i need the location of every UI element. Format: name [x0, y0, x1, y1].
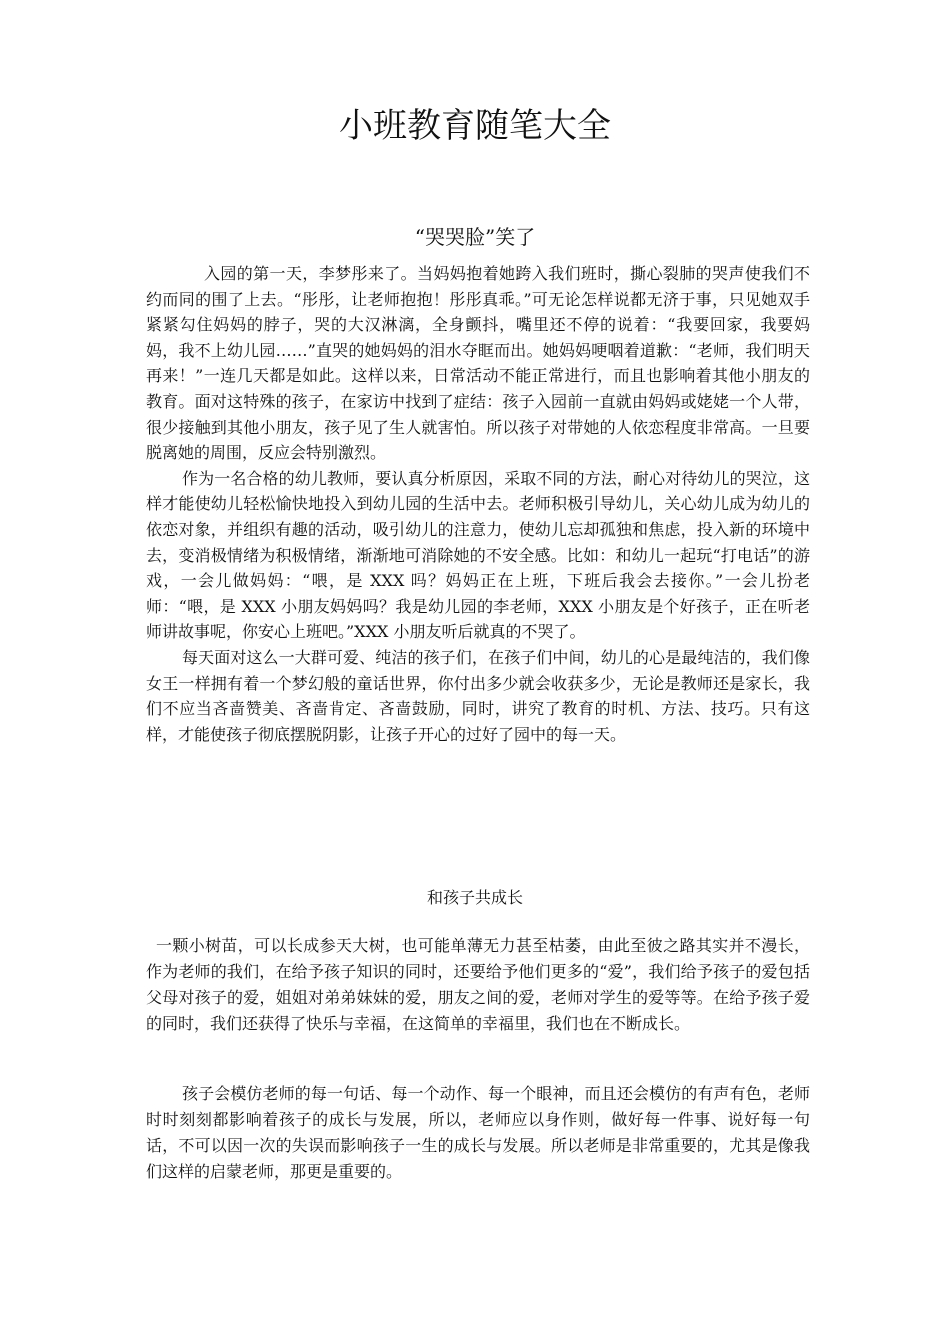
paragraph: 作为一名合格的幼儿教师，要认真分析原因，采取不同的方法，耐心对待幼儿的哭泣，这样才能使幼儿轻松愉快地投入到幼儿园的生活中去。老师积极引导幼儿，关心幼儿成为幼儿的依恋对象，并组织有趣的活动，吸引幼儿的注意力，使幼儿忘却孤独和焦虑，投入新的环境中去，变消极情绪为积极情绪，渐渐地可消除她的不安全感。比如：和幼儿一起玩“打电话”的游戏，一会儿做妈妈：“喂，是 XXX 吗？妈妈正在上班，下班后我会去接你。”一会儿扮老师：“喂，是 XXX 小朋友妈妈吗？我是幼儿园的李老师，XXX 小朋友是个好孩子，正在听老师讲故事呢，你安心上班吧。”XXX 小朋友听后就真的不哭了。 [146, 468, 810, 642]
section-title-crying-face: “哭哭脸”笑了 [414, 225, 536, 249]
paragraph: 入园的第一天，李梦彤来了。当妈妈抱着她跨入我们班时，撕心裂肺的哭声使我们不约而同的围了上去。“彤彤，让老师抱抱！彤彤真乖。”可无论怎样说都无济于事，只见她双手紧紧勾住妈妈的脖子，哭的大汉淋漓，全身颤抖，嘴里还不停的说着：“我要回家，我要妈妈，我不上幼儿园……”直哭的她妈妈的泪水夺眶而出。她妈妈哽咽着道歉：“老师，我们明天再来！”一连几天都是如此。这样以来，日常活动不能正常进行，而且也影响着其他小朋友的教育。面对这特殊的孩子，在家访中找到了症结：孩子入园前一直就由妈妈或姥姥一个人带，很少接触到其他小朋友，孩子见了生人就害怕。所以孩子对带她的人依恋程度非常高。一旦要脱离她的周围，反应会特别激烈。 [146, 264, 810, 463]
document-title: 小班教育随笔大全 [339, 106, 611, 146]
section-title-grow-together: 和孩子共成长 [426, 888, 523, 907]
section-body-crying-face [146, 261, 810, 747]
paragraph: 孩子会模仿老师的每一句话、每一个动作、每一个眼神，而且还会模仿的有声有色，老师时时刻刻都影响着孩子的成长与发展，所以，老师应以身作则，做好每一件事、说好每一句话，不可以因一次的失误而影响孩子一生的成长与发展。所以老师是非常重要的，尤其是像我们这样的启蒙老师，那更是重要的。 [146, 1084, 810, 1181]
paragraph: 每天面对这么一大群可爱、纯洁的孩子们，在孩子们中间，幼儿的心是最纯洁的，我们像女王一样拥有着一个梦幻般的童话世界，你付出多少就会收获多少，无论是教师还是家长，我们不应当吝啬赞美、吝啬肯定、吝啬鼓励，同时，讲究了教育的时机、方法、技巧。只有这样，才能使孩子彻底摆脱阴影，让孩子开心的过好了园中的每一天。 [146, 647, 810, 744]
paragraph: 一颗小树苗，可以长成参天大树，也可能单薄无力甚至枯萎，由此至彼之路其实并不漫长，作为老师的我们，在给予孩子知识的同时，还要给予他们更多的“爱”，我们给予孩子的爱包括父母对孩子的爱，姐姐对弟弟妹妹的爱，朋友之间的爱，老师对学生的爱等等。在给予孩子爱的同时，我们还获得了快乐与幸福，在这简单的幸福里，我们也在不断成长。 [146, 936, 810, 1033]
